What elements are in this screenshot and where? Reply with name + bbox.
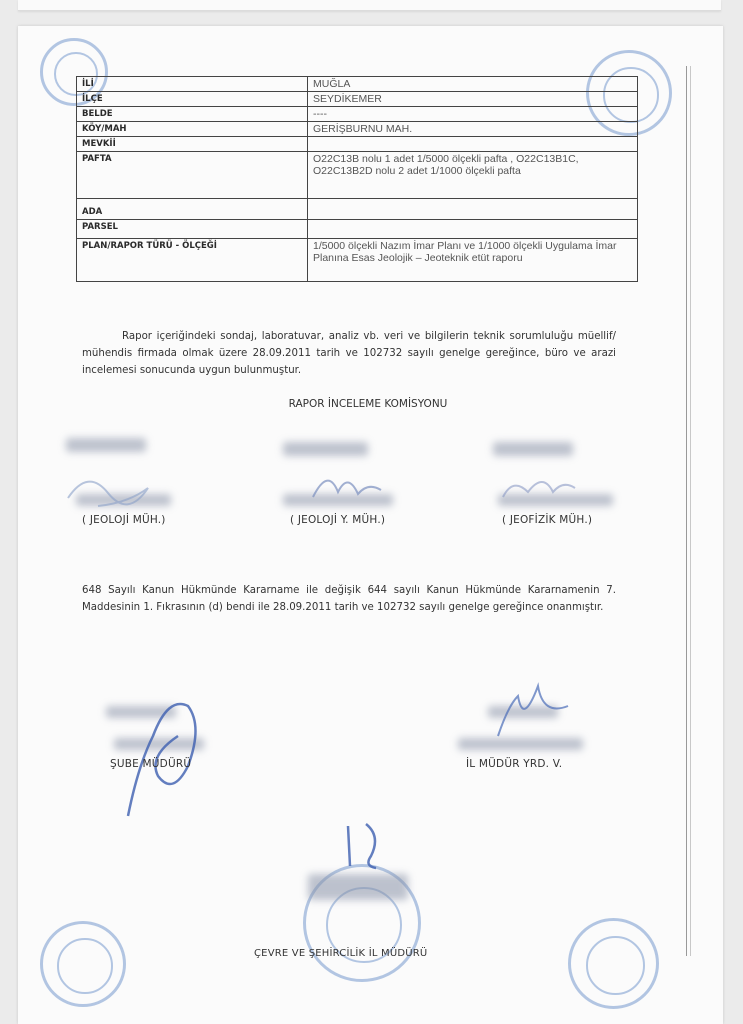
row-value: MUĞLA: [308, 77, 638, 92]
row-value: [308, 220, 638, 239]
previous-page-edge: [18, 0, 721, 11]
row-value: 1/5000 ölçekli Nazım İmar Planı ve 1/1000 ölçekli Uygulama İmar Planına Esas Jeolojik – Jeoteknik etüt raporu: [308, 239, 638, 282]
parcel-info-table: [76, 76, 638, 282]
signature-blur-11: [308, 874, 408, 900]
row-value: [308, 199, 638, 220]
stamp-bottom-right: [568, 918, 659, 1009]
table-row: [77, 152, 638, 199]
page-edge-line-2: [690, 66, 691, 956]
document-page: [18, 26, 723, 1024]
table-row: [77, 199, 638, 220]
role-geophysics-engineer: ( JEOFİZİK MÜH.): [502, 514, 593, 526]
row-value: ----: [308, 107, 638, 122]
signature-scribble-5: [478, 666, 588, 756]
signature-blur-1: [66, 438, 146, 452]
table-row: [77, 92, 638, 107]
page-edge-line: [686, 66, 687, 956]
row-label: ADA: [77, 199, 308, 220]
approval-paragraph: [82, 328, 616, 379]
signature-blur-2: [283, 442, 368, 456]
ratification-paragraph: 648 Sayılı Kanun Hükmünde Kararname ile değişik 644 sayılı Kanun Hükmünde Kararnamenin 7. Maddesinin 1. Fıkrasının (d) bendi ile 28.09.2011 tarih ve 102732 sayılı genelge gereğince onanmıştır.: [82, 585, 616, 613]
role-deputy-director: İL MÜDÜR YRD. V.: [466, 758, 563, 770]
signature-scribble-6: [336, 816, 396, 876]
row-label: KÖY/MAH: [77, 122, 308, 137]
row-value: SEYDİKEMER: [308, 92, 638, 107]
row-value: GERİŞBURNU MAH.: [308, 122, 638, 137]
row-label: PAFTA: [77, 152, 308, 199]
signature-scribble-2: [303, 462, 393, 512]
table-row: [77, 137, 638, 152]
role-geology-msc-engineer: ( JEOLOJİ Y. MÜH.): [290, 514, 386, 526]
row-value: [308, 137, 638, 152]
table-row: [77, 220, 638, 239]
row-label: İLİ: [77, 77, 308, 92]
approval-paragraph-text: Rapor içeriğindeki sondaj, laboratuvar, analiz vb. veri ve bilgilerin teknik sorumluluğu müellif/ mühendis firmada olmak üzere 28.09.2011 tarih ve 102732 sayılı genelge gereğince, büro ve arazi incelemesi sonucunda uygun bulunmuştur.: [82, 331, 616, 376]
table-row: [77, 122, 638, 137]
table-row: [77, 77, 638, 92]
stamp-bottom-left: [40, 921, 126, 1007]
role-provincial-director: ÇEVRE VE ŞEHİRCİLİK İL MÜDÜRÜ: [254, 948, 428, 959]
signature-scribble-1: [58, 458, 178, 518]
row-value: O22C13B nolu 1 adet 1/5000 ölçekli pafta , O22C13B1C, O22C13B2D nolu 2 adet 1/1000 ölçekli pafta: [308, 152, 638, 199]
signature-scribble-4: [98, 676, 228, 826]
row-label: PLAN/RAPOR TÜRÜ - ÖLÇEĞİ: [77, 239, 308, 282]
signature-blur-3: [493, 442, 573, 456]
commission-title: RAPOR İNCELEME KOMİSYONU: [288, 398, 448, 410]
row-label: İLÇE: [77, 92, 308, 107]
table-row: [77, 107, 638, 122]
row-label: MEVKİİ: [77, 137, 308, 152]
role-geology-engineer: ( JEOLOJİ MÜH.): [82, 514, 166, 526]
role-branch-manager: ŞUBE MÜDÜRÜ: [110, 758, 192, 770]
row-label: PARSEL: [77, 220, 308, 239]
table-row: [77, 239, 638, 282]
row-label: BELDE: [77, 107, 308, 122]
signature-scribble-3: [493, 462, 583, 512]
